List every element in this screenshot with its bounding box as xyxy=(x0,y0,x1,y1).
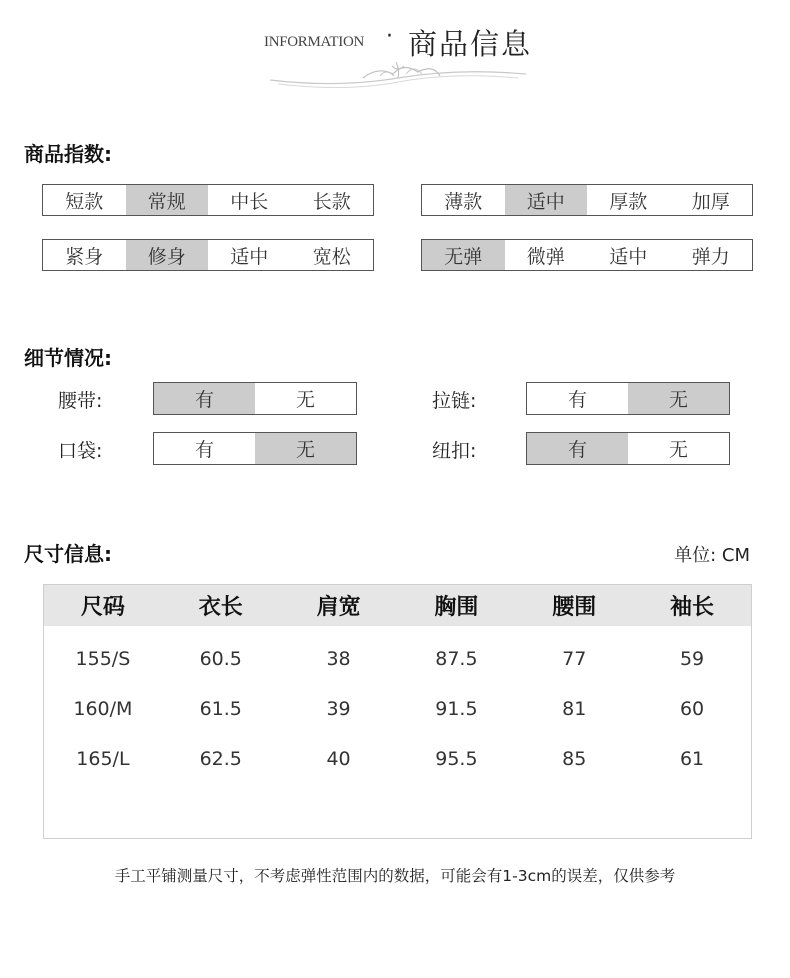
header-chinese-title: 商品信息 xyxy=(408,27,533,61)
header-cell-shoulder: 肩宽 xyxy=(316,595,361,620)
pocket-toggle xyxy=(153,432,357,465)
no-option[interactable]: 无 xyxy=(668,439,688,461)
option-cell[interactable]: 宽松 xyxy=(312,245,351,268)
info-header xyxy=(0,20,790,100)
table-cell: 165/L xyxy=(76,748,130,770)
table-cell: 77 xyxy=(562,648,587,670)
table-cell: 60.5 xyxy=(199,648,242,670)
table-cell: 95.5 xyxy=(435,748,478,770)
header-cell-waist: 腰围 xyxy=(552,595,597,620)
pocket-label: 口袋: xyxy=(58,440,103,462)
no-option-selected[interactable]: 无 xyxy=(255,433,356,464)
table-cell: 61 xyxy=(679,748,705,770)
option-cell[interactable]: 加厚 xyxy=(691,190,730,213)
button-toggle xyxy=(526,432,730,465)
table-cell: 91.5 xyxy=(435,698,478,720)
option-cell[interactable]: 紧身 xyxy=(65,245,104,268)
yes-option[interactable]: 有 xyxy=(567,389,587,411)
measurement-note: 手工平铺测量尺寸，不考虑弹性范围内的数据，可能会有1-3cm的误差，仅供参考 xyxy=(114,867,676,885)
thickness-option-bar xyxy=(421,184,753,216)
size-info-title: 尺寸信息: xyxy=(24,542,112,566)
table-cell: 59 xyxy=(679,648,705,670)
table-row xyxy=(44,734,751,784)
belt-toggle xyxy=(153,382,357,415)
table-cell: 38 xyxy=(326,648,351,670)
header-dot: · xyxy=(386,24,393,49)
ornament-divider-icon xyxy=(268,58,528,92)
no-option[interactable]: 无 xyxy=(295,389,315,411)
size-table xyxy=(43,584,752,839)
header-english-title: INFORMATION xyxy=(264,34,365,50)
table-cell: 60 xyxy=(679,698,705,720)
table-cell: 85 xyxy=(562,748,587,770)
option-cell[interactable]: 适中 xyxy=(230,245,269,268)
size-table-body xyxy=(44,626,751,784)
option-cell[interactable]: 中长 xyxy=(230,190,269,213)
table-row xyxy=(44,684,751,734)
button-label: 纽扣: xyxy=(432,440,477,462)
unit-label: 单位: CM xyxy=(674,545,750,566)
option-cell[interactable]: 适中 xyxy=(609,245,648,268)
option-cell[interactable]: 薄款 xyxy=(444,190,483,213)
option-cell-selected[interactable]: 适中 xyxy=(505,185,588,215)
details-title: 细节情况: xyxy=(24,346,112,370)
table-cell: 62.5 xyxy=(199,748,242,770)
no-option-selected[interactable]: 无 xyxy=(628,383,729,414)
table-cell: 155/S xyxy=(75,648,131,670)
size-table-header xyxy=(44,585,751,626)
zipper-label: 拉链: xyxy=(432,390,477,412)
header-cell-sleeve: 袖长 xyxy=(670,595,715,620)
table-cell: 160/M xyxy=(73,698,133,720)
header-cell-size: 尺码 xyxy=(80,595,125,620)
fit-option-bar xyxy=(42,239,374,271)
yes-option-selected[interactable]: 有 xyxy=(527,433,628,464)
table-cell: 87.5 xyxy=(435,648,478,670)
belt-label: 腰带: xyxy=(58,390,103,412)
header-cell-chest: 胸围 xyxy=(434,595,479,620)
header-cell-length: 衣长 xyxy=(198,595,243,620)
option-cell[interactable]: 长款 xyxy=(312,190,351,213)
option-cell[interactable]: 弹力 xyxy=(691,245,730,268)
table-row xyxy=(44,634,751,684)
option-cell-selected[interactable]: 常规 xyxy=(126,185,209,215)
option-cell-selected[interactable]: 无弹 xyxy=(422,240,505,270)
option-cell[interactable]: 短款 xyxy=(65,190,104,213)
elasticity-option-bar xyxy=(421,239,753,271)
option-cell[interactable]: 微弹 xyxy=(526,245,565,268)
zipper-toggle xyxy=(526,382,730,415)
table-cell: 61.5 xyxy=(199,698,242,720)
table-cell: 81 xyxy=(562,698,587,720)
option-cell-selected[interactable]: 修身 xyxy=(126,240,209,270)
yes-option[interactable]: 有 xyxy=(194,439,214,461)
table-cell: 39 xyxy=(326,698,351,720)
product-index-title: 商品指数: xyxy=(24,142,112,166)
length-option-bar xyxy=(42,184,374,216)
yes-option-selected[interactable]: 有 xyxy=(154,383,255,414)
option-cell[interactable]: 厚款 xyxy=(609,190,648,213)
table-cell: 40 xyxy=(326,748,351,770)
